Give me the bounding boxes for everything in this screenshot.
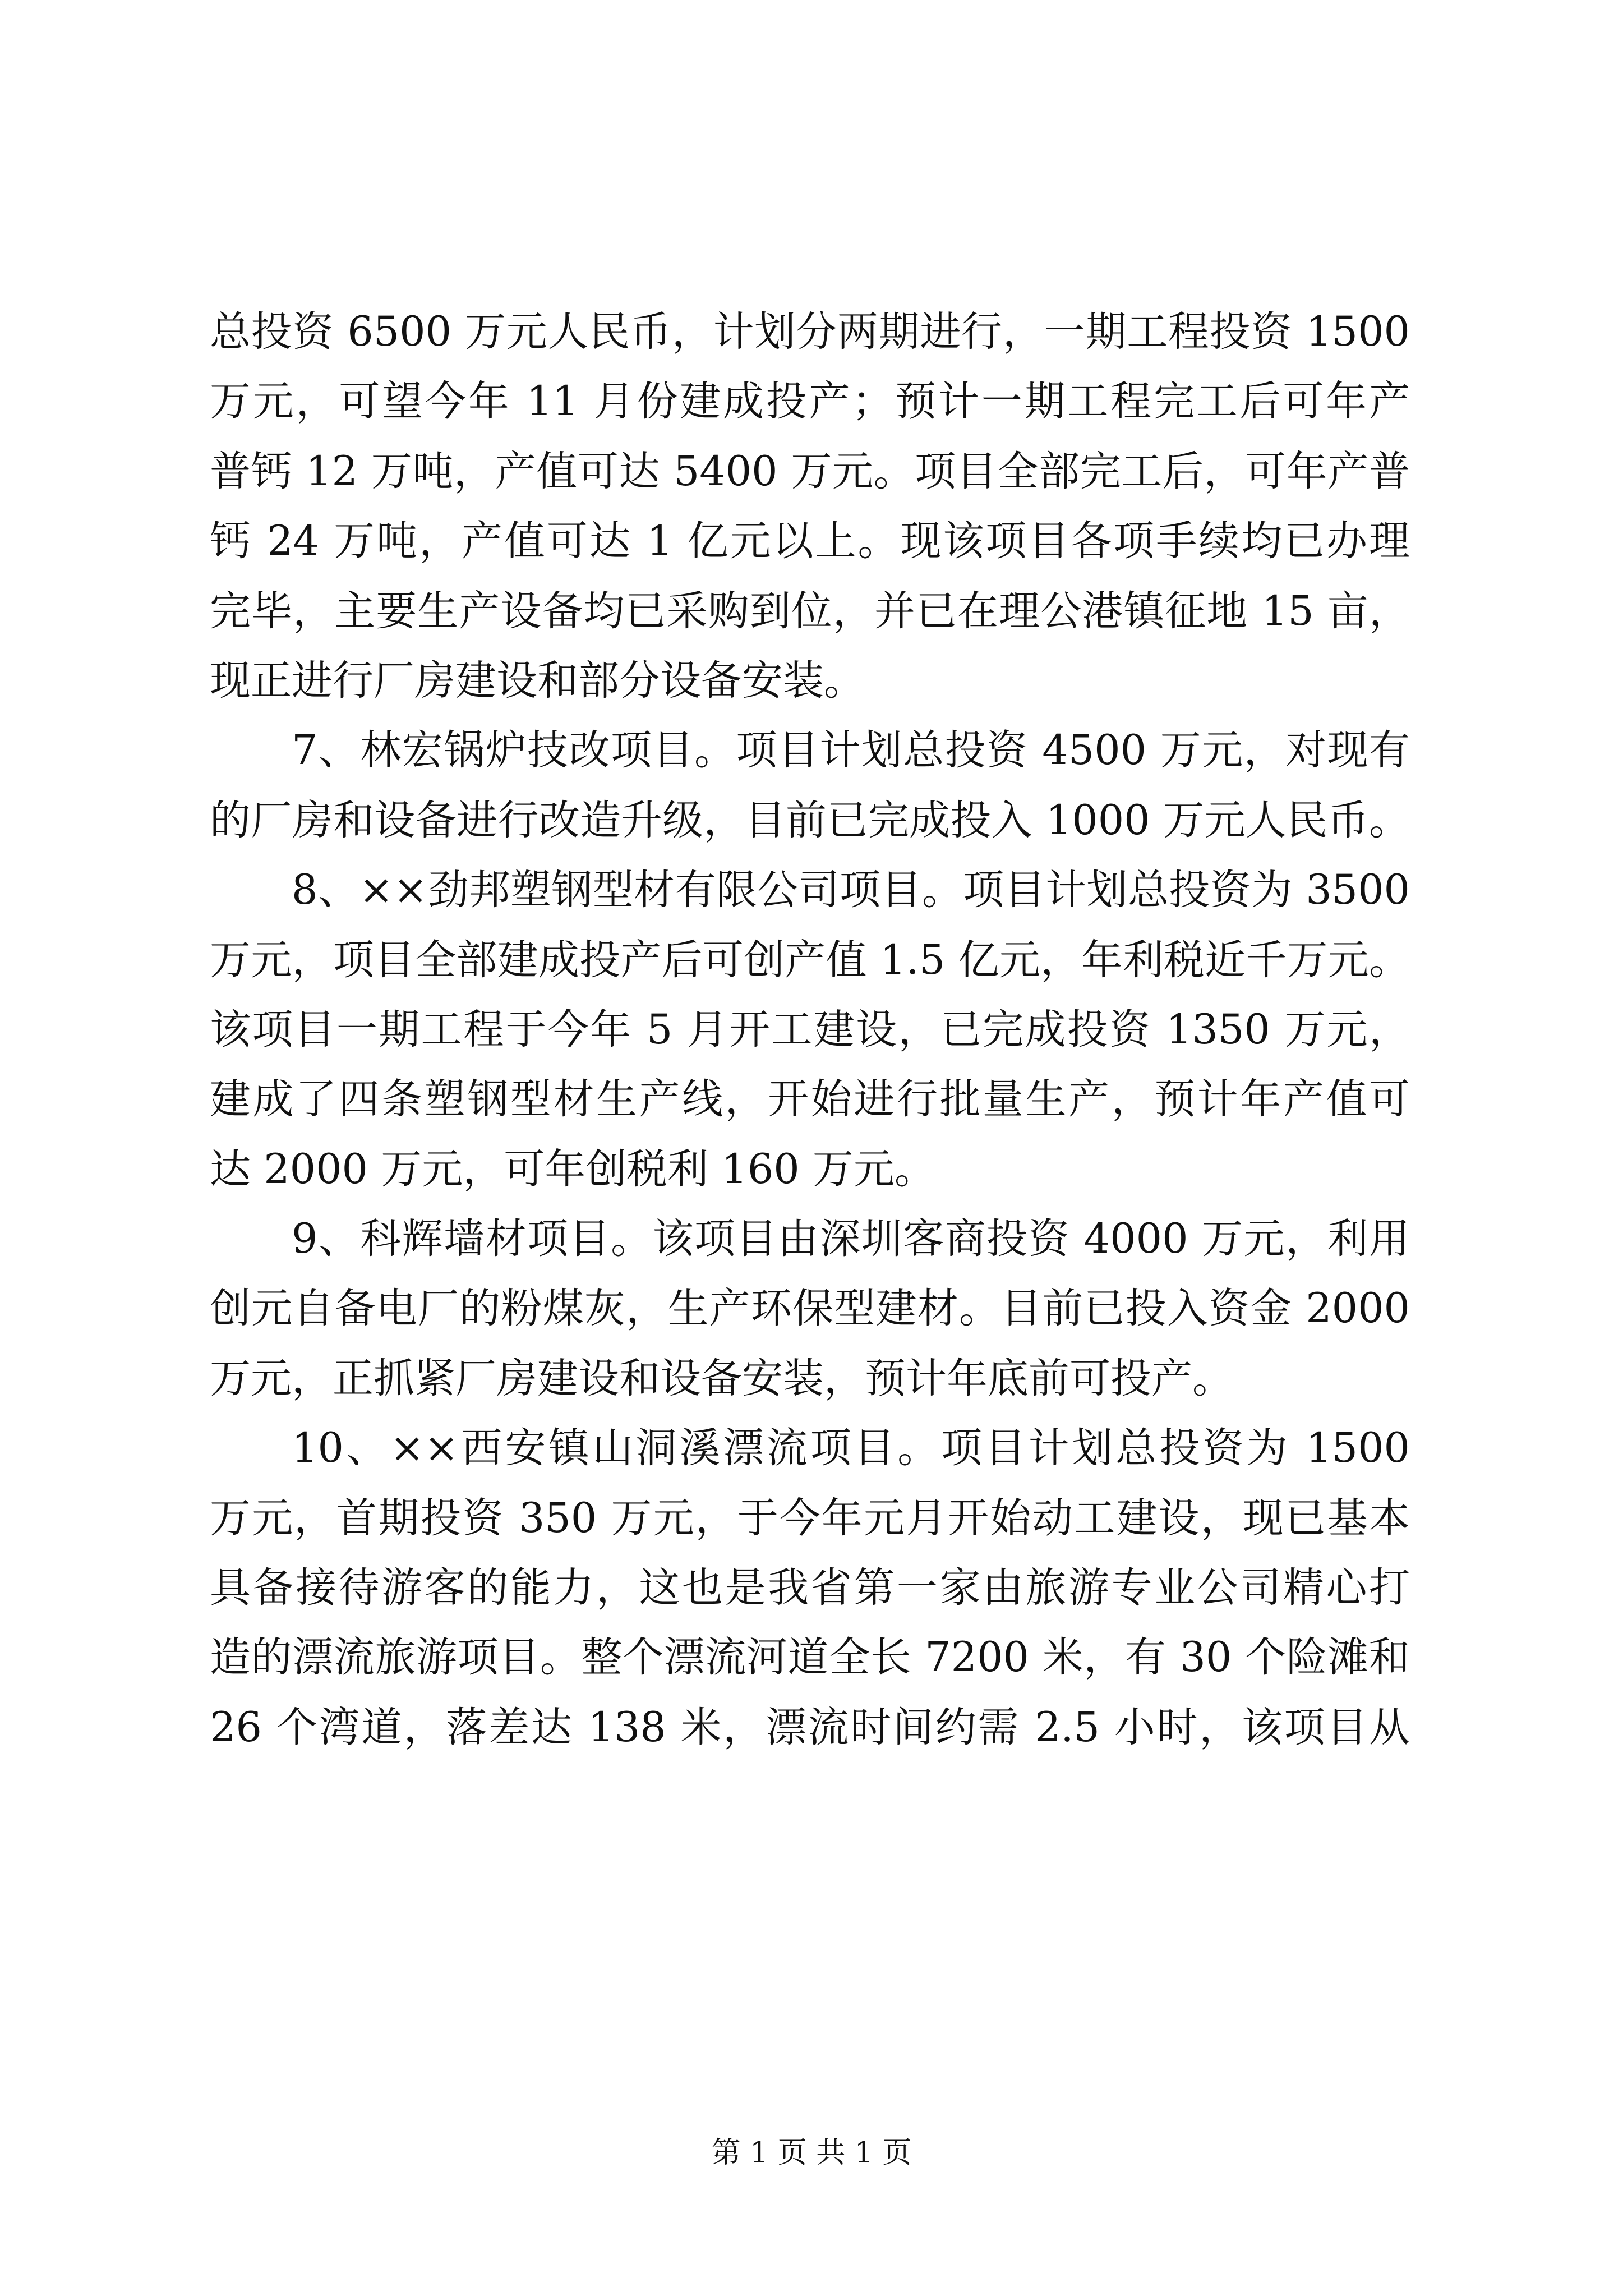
text-line: 钙 24 万吨，产值可达 1 亿元以上。现该项目各项手续均已办理 bbox=[210, 517, 1410, 565]
text-line: 该项目一期工程于今年 5 月开工建设，已完成投资 1350 万元， bbox=[210, 1005, 1410, 1053]
text-line: 万元，项目全部建成投产后可创产值 1.5 亿元，年利税近千万元。 bbox=[210, 936, 1410, 984]
text-line: 达 2000 万元，可年创税利 160 万元。 bbox=[210, 1145, 935, 1193]
text-line: 现正进行厂房建设和部分设备安装。 bbox=[210, 656, 865, 705]
paragraph-start-line: 9、科辉墙材项目。该项目由深圳客商投资 4000 万元，利用 bbox=[292, 1215, 1410, 1263]
paragraph-start-line: 7、林宏锅炉技改项目。项目计划总投资 4500 万元，对现有 bbox=[292, 726, 1410, 775]
text-line: 万元，首期投资 350 万元，于今年元月开始动工建设，现已基本 bbox=[210, 1494, 1410, 1542]
text-line: 的厂房和设备进行改造升级，目前已完成投入 1000 万元人民币。 bbox=[210, 796, 1410, 844]
text-line: 普钙 12 万吨，产值可达 5400 万元。项目全部完工后，可年产普 bbox=[210, 447, 1410, 495]
paragraph-start-line: 10、××西安镇山洞溪漂流项目。项目计划总投资为 1500 bbox=[292, 1424, 1410, 1473]
text-line: 完毕，主要生产设备均已采购到位，并已在理公港镇征地 15 亩， bbox=[210, 587, 1410, 635]
text-line: 万元，正抓紧厂房建设和设备安装，预计年底前可投产。 bbox=[210, 1354, 1233, 1402]
text-line: 总投资 6500 万元人民币，计划分两期进行，一期工程投资 1500 bbox=[210, 308, 1410, 356]
text-line: 建成了四条塑钢型材生产线，开始进行批量生产，预计年产值可 bbox=[210, 1075, 1410, 1124]
page-footer: 第 1 页 共 1 页 bbox=[711, 2136, 912, 2170]
text-line: 26 个湾道，落差达 138 米，漂流时间约需 2.5 小时，该项目从 bbox=[210, 1703, 1410, 1751]
text-line: 万元，可望今年 11 月份建成投产；预计一期工程完工后可年产 bbox=[210, 378, 1410, 426]
text-line: 具备接待游客的能力，这也是我省第一家由旅游专业公司精心打 bbox=[210, 1564, 1410, 1612]
body-text bbox=[210, 297, 1410, 1763]
text-line: 造的漂流旅游项目。整个漂流河道全长 7200 米，有 30 个险滩和 bbox=[210, 1634, 1410, 1682]
paragraph-start-line: 8、××劲邦塑钢型材有限公司项目。项目计划总投资为 3500 bbox=[292, 866, 1410, 914]
text-line: 创元自备电厂的粉煤灰，生产环保型建材。目前已投入资金 2000 bbox=[210, 1285, 1410, 1333]
